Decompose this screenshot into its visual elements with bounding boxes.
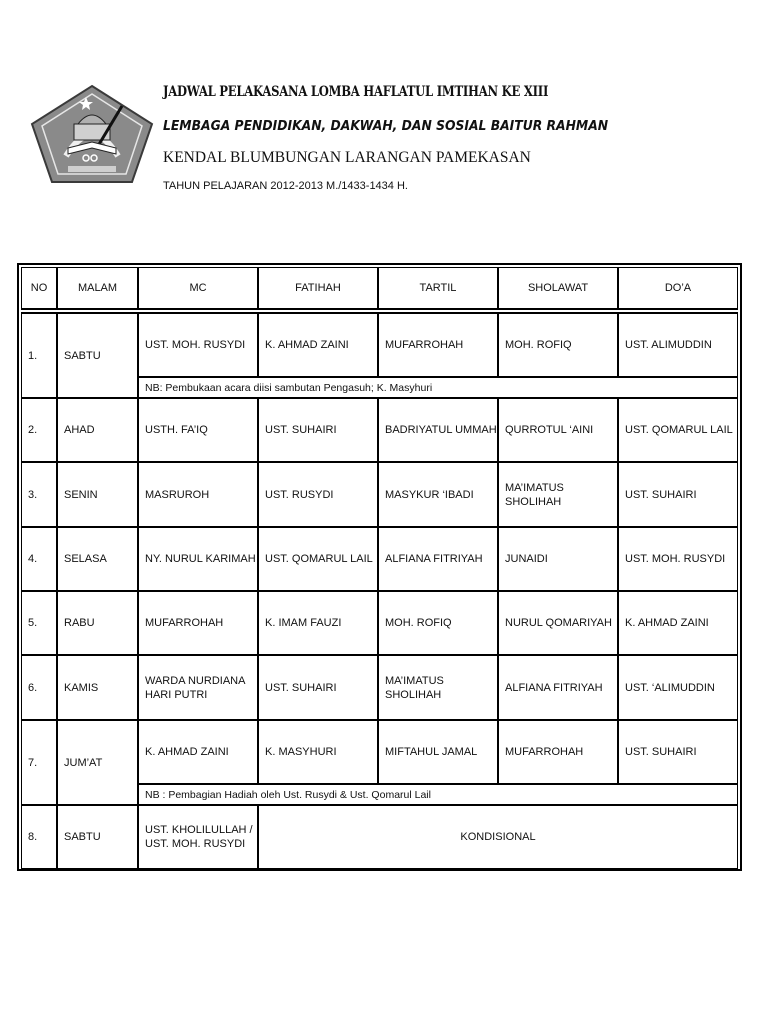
cell-sholawat: QURROTUL ‘AINI <box>498 398 618 462</box>
row-number: 4. <box>21 527 57 591</box>
table-row <box>21 313 738 377</box>
row-number: 6. <box>21 655 57 720</box>
cell-tartil: BADRIYATUL UMMAH <box>378 398 498 462</box>
table-row <box>21 462 738 527</box>
schedule-table <box>21 267 738 869</box>
cell-sholawat: MOH. ROFIQ <box>498 313 618 377</box>
row-night: AHAD <box>57 398 138 462</box>
row-number: 3. <box>21 462 57 527</box>
cell-fatihah: UST. SUHAIRI <box>258 398 378 462</box>
cell-tartil: ALFIANA FITRIYAH <box>378 527 498 591</box>
column-header: FATIHAH <box>258 267 378 309</box>
row-number: 8. <box>21 805 57 869</box>
row-note: NB: Pembukaan acara diisi sambutan Pengasuh; K. Masyhuri <box>138 377 738 398</box>
cell-doa: K. AHMAD ZAINI <box>618 591 738 655</box>
cell-mc: MUFARROHAH <box>138 591 258 655</box>
cell-sholawat: NURUL QOMARIYAH <box>498 591 618 655</box>
column-header: SHOLAWAT <box>498 267 618 309</box>
cell-tartil: MUFARROHAH <box>378 313 498 377</box>
row-night: SABTU <box>57 805 138 869</box>
cell-merged-conditional: KONDISIONAL <box>258 805 738 869</box>
table-row <box>21 720 738 784</box>
cell-fatihah: K. AHMAD ZAINI <box>258 313 378 377</box>
row-number: 7. <box>21 720 57 805</box>
cell-tartil: MASYKUR ‘IBADI <box>378 462 498 527</box>
cell-mc: NY. NURUL KARIMAH <box>138 527 258 591</box>
institution-name: LEMBAGA PENDIDIKAN, DAKWAH, DAN SOSIAL BAITUR RAHMAN <box>163 119 609 134</box>
document-title: JADWAL PELAKASANA LOMBA HAFLATUL IMTIHAN KE XIII <box>163 84 549 100</box>
row-night: RABU <box>57 591 138 655</box>
row-night: SABTU <box>57 313 138 398</box>
table-row <box>21 398 738 462</box>
schedule-table-frame <box>17 263 742 871</box>
row-number: 5. <box>21 591 57 655</box>
cell-sholawat: JUNAIDI <box>498 527 618 591</box>
cell-doa: UST. ALIMUDDIN <box>618 313 738 377</box>
cell-mc: USTH. FA’IQ <box>138 398 258 462</box>
cell-sholawat: MUFARROHAH <box>498 720 618 784</box>
cell-mc: UST. KHOLILULLAH / UST. MOH. RUSYDI <box>138 805 258 869</box>
cell-fatihah: K. MASYHURI <box>258 720 378 784</box>
table-row <box>21 591 738 655</box>
row-note: NB : Pembagian Hadiah oleh Ust. Rusydi & Ust. Qomarul Lail <box>138 784 738 805</box>
column-header: DO’A <box>618 267 738 309</box>
cell-fatihah: UST. SUHAIRI <box>258 655 378 720</box>
row-number: 2. <box>21 398 57 462</box>
table-row <box>21 527 738 591</box>
column-header: NO <box>21 267 57 309</box>
cell-fatihah: UST. RUSYDI <box>258 462 378 527</box>
table-header-row <box>21 267 738 309</box>
cell-doa: UST. SUHAIRI <box>618 720 738 784</box>
cell-sholawat: ALFIANA FITRIYAH <box>498 655 618 720</box>
column-header: MALAM <box>57 267 138 309</box>
row-night: JUM’AT <box>57 720 138 805</box>
row-number: 1. <box>21 313 57 398</box>
institution-emblem-icon <box>28 84 156 184</box>
cell-fatihah: K. IMAM FAUZI <box>258 591 378 655</box>
cell-mc: WARDA NURDIANA HARI PUTRI <box>138 655 258 720</box>
academic-year: TAHUN PELAJARAN 2012-2013 M./1433-1434 H. <box>163 180 408 192</box>
row-night: SENIN <box>57 462 138 527</box>
column-header: MC <box>138 267 258 309</box>
cell-doa: UST. SUHAIRI <box>618 462 738 527</box>
cell-tartil: MA’IMATUS SHOLIHAH <box>378 655 498 720</box>
institution-location: KENDAL BLUMBUNGAN LARANGAN PAMEKASAN <box>163 149 531 166</box>
cell-tartil: MIFTAHUL JAMAL <box>378 720 498 784</box>
cell-sholawat: MA’IMATUS SHOLIHAH <box>498 462 618 527</box>
cell-tartil: MOH. ROFIQ <box>378 591 498 655</box>
row-night: KAMIS <box>57 655 138 720</box>
cell-doa: UST. QOMARUL LAIL <box>618 398 738 462</box>
cell-doa: UST. ‘ALIMUDDIN <box>618 655 738 720</box>
table-row <box>21 655 738 720</box>
cell-mc: MASRUROH <box>138 462 258 527</box>
cell-mc: K. AHMAD ZAINI <box>138 720 258 784</box>
table-row <box>21 805 738 869</box>
cell-fatihah: UST. QOMARUL LAIL <box>258 527 378 591</box>
row-night: SELASA <box>57 527 138 591</box>
cell-doa: UST. MOH. RUSYDI <box>618 527 738 591</box>
column-header: TARTIL <box>378 267 498 309</box>
cell-mc: UST. MOH. RUSYDI <box>138 313 258 377</box>
